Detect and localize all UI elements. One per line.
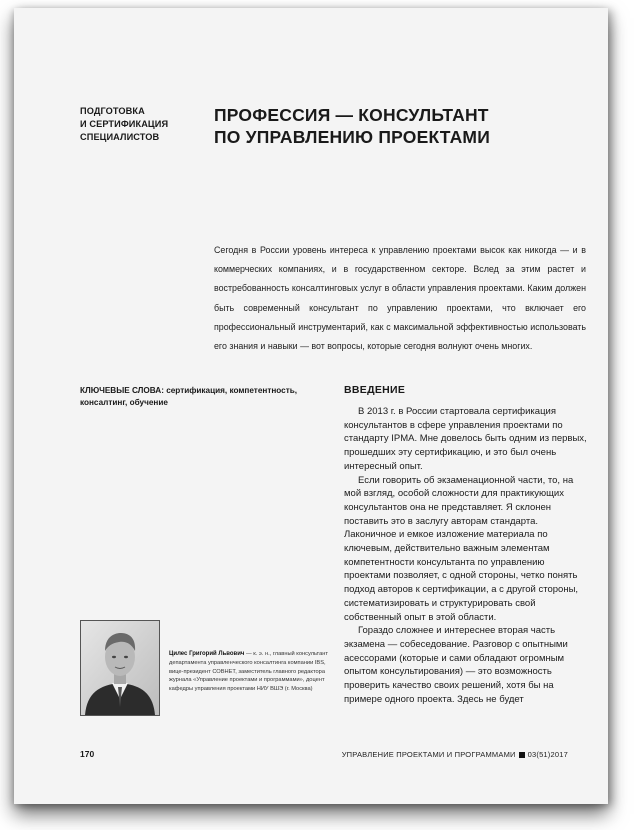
document-page (14, 8, 608, 804)
section-label (80, 105, 200, 144)
author-info (169, 650, 329, 694)
author-name: Цилес Григорий Львович (169, 651, 245, 657)
journal-name: УПРАВЛЕНИЕ ПРОЕКТАМИ И ПРОГРАММАМИ (341, 750, 516, 759)
journal-footer (342, 750, 568, 759)
body-text (344, 405, 587, 706)
body-paragraph: Если говорить об экзаменационной части, то, на мой взгляд, особой сложности для практикующих консультантов она не представляет. Я склонен поставить это в заслугу авторам стандарта. Лаконичное и емкое изложение материала по ключевым, действительно важным элементам компетентности консультанта по управлению проектами позволяет, с одной стороны, четко понять подход авторов к сертификации, а с другой стороны, систематизировать и структурировать свой собственный опыт в этой области. (344, 474, 579, 623)
author-photo (80, 620, 160, 716)
body-paragraph: В 2013 г. в России стартовала сертификация консультантов в сфере управления проектами по стандарту IPMA. Мне довелось быть одним из первых, прошедших эту сертификацию, и это был очень интересный опыт. (344, 406, 587, 472)
square-separator-icon (519, 752, 525, 758)
article-title (214, 104, 594, 148)
author-bio: — к. э. н., главный консультант департамента управленческого консалтинга компании IBS, вице-президент СОВНЕТ, заместитель главного редактора журнала «Управление проектами и программами», доцент кафедры управления проектами НИУ ВШЭ (г. Москва) (169, 651, 329, 693)
article-title-line: ПРОФЕССИЯ — КОНСУЛЬТАНТ (214, 105, 489, 125)
lead-paragraph: Сегодня в России уровень интереса к управлению проектами высок как никогда — и в коммерческих компаниях, и в государственном секторе. Вслед за этим растет и востребованность консалтинговых услуг в области управления проектами. Каким должен быть современный консультант по управлению проектами, что включает его профессиональный инструментарий, как с максимальной эффективностью использовать его знания и навыки — вот вопросы, которые сегодня волнуют очень многих. (214, 245, 586, 352)
section-label-line: СПЕЦИАЛИСТОВ (80, 132, 160, 142)
section-label-line: ПОДГОТОВКА (80, 106, 145, 116)
section-heading: ВВЕДЕНИЕ (344, 384, 406, 396)
body-paragraph: Гораздо сложнее и интереснее вторая часть экзамена — собеседование. Разговор с опытными асессорами (которые и сами обладают огромным опытом консультирования) — это возможность проверить качество своих решений, хотя бы на примере одного проекта. Здесь не будет (344, 625, 568, 705)
author-portrait-image (81, 621, 159, 715)
page-number: 170 (80, 749, 95, 759)
article-title-line: ПО УПРАВЛЕНИЮ ПРОЕКТАМИ (214, 127, 490, 147)
keywords: КЛЮЧЕВЫЕ СЛОВА: сертификация, компетентность, консалтинг, обучение (80, 386, 298, 407)
section-label-line: И СЕРТИФИКАЦИЯ (80, 119, 169, 129)
issue-number: 03(51)2017 (527, 750, 568, 759)
